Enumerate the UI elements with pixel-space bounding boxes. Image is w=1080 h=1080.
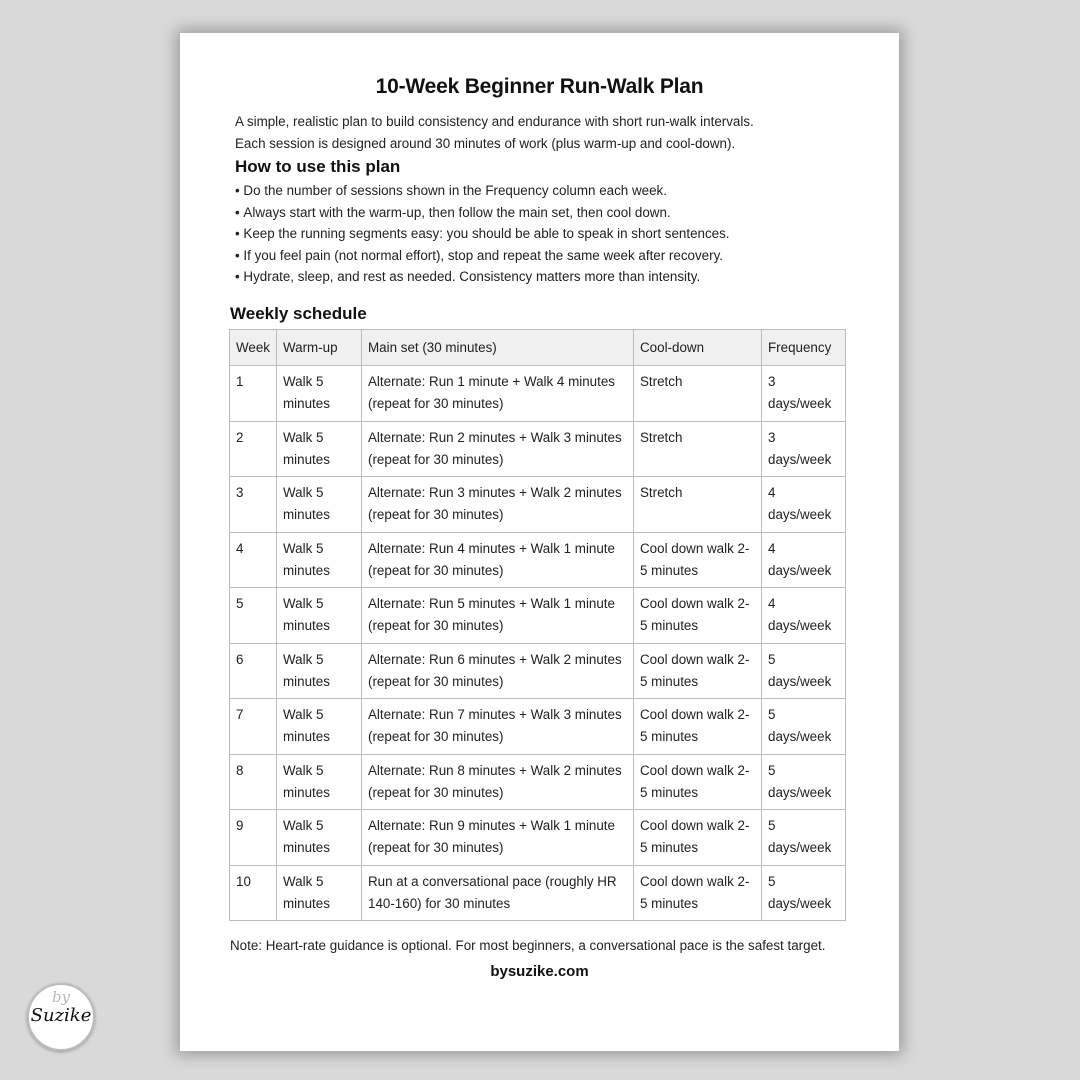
how-to-list <box>235 180 730 288</box>
how-to-item: • Always start with the warm-up, then follow the main set, then cool down. <box>235 202 730 224</box>
how-to-item: • If you feel pain (not normal effort), stop and repeat the same week after recovery. <box>235 245 730 267</box>
schedule-heading: Weekly schedule <box>230 304 367 323</box>
table-row <box>230 366 846 422</box>
header-frequency: Frequency <box>762 330 846 366</box>
cell-main-set: Alternate: Run 2 minutes + Walk 3 minutes (repeat for 30 minutes) <box>362 421 634 477</box>
intro-line: A simple, realistic plan to build consistency and endurance with short run-walk intervals. <box>235 114 754 129</box>
table-row <box>230 810 846 866</box>
cell-week: 3 <box>230 477 277 533</box>
document-page <box>180 33 899 1051</box>
cell-main-set: Alternate: Run 7 minutes + Walk 3 minutes (repeat for 30 minutes) <box>362 699 634 755</box>
header-warmup: Warm-up <box>277 330 362 366</box>
cell-warmup: Walk 5 minutes <box>277 810 362 866</box>
footnote: Note: Heart-rate guidance is optional. For most beginners, a conversational pace is the safest target. <box>230 938 826 953</box>
cell-frequency: 4 days/week <box>762 477 846 533</box>
cell-cooldown: Stretch <box>634 421 762 477</box>
cell-cooldown: Stretch <box>634 477 762 533</box>
cell-warmup: Walk 5 minutes <box>277 588 362 644</box>
cell-frequency: 5 days/week <box>762 865 846 921</box>
cell-week: 9 <box>230 810 277 866</box>
cell-warmup: Walk 5 minutes <box>277 865 362 921</box>
cell-cooldown: Cool down walk 2-5 minutes <box>634 699 762 755</box>
cell-frequency: 5 days/week <box>762 754 846 810</box>
intro-text <box>235 111 754 155</box>
cell-main-set: Alternate: Run 9 minutes + Walk 1 minute (repeat for 30 minutes) <box>362 810 634 866</box>
table-row <box>230 588 846 644</box>
cell-warmup: Walk 5 minutes <box>277 477 362 533</box>
cell-week: 4 <box>230 532 277 588</box>
cell-cooldown: Cool down walk 2-5 minutes <box>634 865 762 921</box>
table-row <box>230 643 846 699</box>
cell-week: 7 <box>230 699 277 755</box>
cell-main-set: Alternate: Run 3 minutes + Walk 2 minutes (repeat for 30 minutes) <box>362 477 634 533</box>
how-to-item: • Hydrate, sleep, and rest as needed. Consistency matters more than intensity. <box>235 266 730 288</box>
cell-main-set: Run at a conversational pace (roughly HR 140-160) for 30 minutes <box>362 865 634 921</box>
cell-warmup: Walk 5 minutes <box>277 643 362 699</box>
header-week: Week <box>230 330 277 366</box>
cell-main-set: Alternate: Run 6 minutes + Walk 2 minutes (repeat for 30 minutes) <box>362 643 634 699</box>
cell-cooldown: Cool down walk 2-5 minutes <box>634 643 762 699</box>
table-row <box>230 865 846 921</box>
header-main-set: Main set (30 minutes) <box>362 330 634 366</box>
schedule-table <box>229 329 846 921</box>
cell-warmup: Walk 5 minutes <box>277 421 362 477</box>
cell-week: 10 <box>230 865 277 921</box>
cell-cooldown: Cool down walk 2-5 minutes <box>634 588 762 644</box>
cell-frequency: 4 days/week <box>762 532 846 588</box>
cell-cooldown: Cool down walk 2-5 minutes <box>634 532 762 588</box>
how-to-heading: How to use this plan <box>235 157 401 176</box>
table-row <box>230 421 846 477</box>
cell-warmup: Walk 5 minutes <box>277 532 362 588</box>
cell-frequency: 3 days/week <box>762 366 846 422</box>
cell-cooldown: Cool down walk 2-5 minutes <box>634 754 762 810</box>
table-row <box>230 699 846 755</box>
cell-cooldown: Stretch <box>634 366 762 422</box>
cell-week: 8 <box>230 754 277 810</box>
cell-warmup: Walk 5 minutes <box>277 366 362 422</box>
logo-by-text: by <box>51 988 71 1006</box>
cell-main-set: Alternate: Run 4 minutes + Walk 1 minute (repeat for 30 minutes) <box>362 532 634 588</box>
table-header-row <box>230 330 846 366</box>
cell-main-set: Alternate: Run 5 minutes + Walk 1 minute (repeat for 30 minutes) <box>362 588 634 644</box>
cell-week: 2 <box>230 421 277 477</box>
cell-week: 1 <box>230 366 277 422</box>
cell-frequency: 5 days/week <box>762 699 846 755</box>
cell-warmup: Walk 5 minutes <box>277 754 362 810</box>
cell-frequency: 3 days/week <box>762 421 846 477</box>
how-to-item: • Keep the running segments easy: you should be able to speak in short sentences. <box>235 223 730 245</box>
cell-week: 5 <box>230 588 277 644</box>
intro-line: Each session is designed around 30 minutes of work (plus warm-up and cool-down). <box>235 136 736 151</box>
cell-warmup: Walk 5 minutes <box>277 699 362 755</box>
table-row <box>230 754 846 810</box>
logo-name-text: Suzike <box>30 1005 92 1026</box>
cell-main-set: Alternate: Run 1 minute + Walk 4 minutes (repeat for 30 minutes) <box>362 366 634 422</box>
cell-frequency: 4 days/week <box>762 588 846 644</box>
website-label: bysuzike.com <box>490 963 589 980</box>
brand-logo <box>27 983 95 1051</box>
document-title: 10-Week Beginner Run-Walk Plan <box>375 75 704 98</box>
cell-cooldown: Cool down walk 2-5 minutes <box>634 810 762 866</box>
header-cooldown: Cool-down <box>634 330 762 366</box>
table-row <box>230 532 846 588</box>
how-to-item: • Do the number of sessions shown in the Frequency column each week. <box>235 180 730 202</box>
cell-frequency: 5 days/week <box>762 810 846 866</box>
cell-week: 6 <box>230 643 277 699</box>
table-row <box>230 477 846 533</box>
cell-frequency: 5 days/week <box>762 643 846 699</box>
cell-main-set: Alternate: Run 8 minutes + Walk 2 minutes (repeat for 30 minutes) <box>362 754 634 810</box>
